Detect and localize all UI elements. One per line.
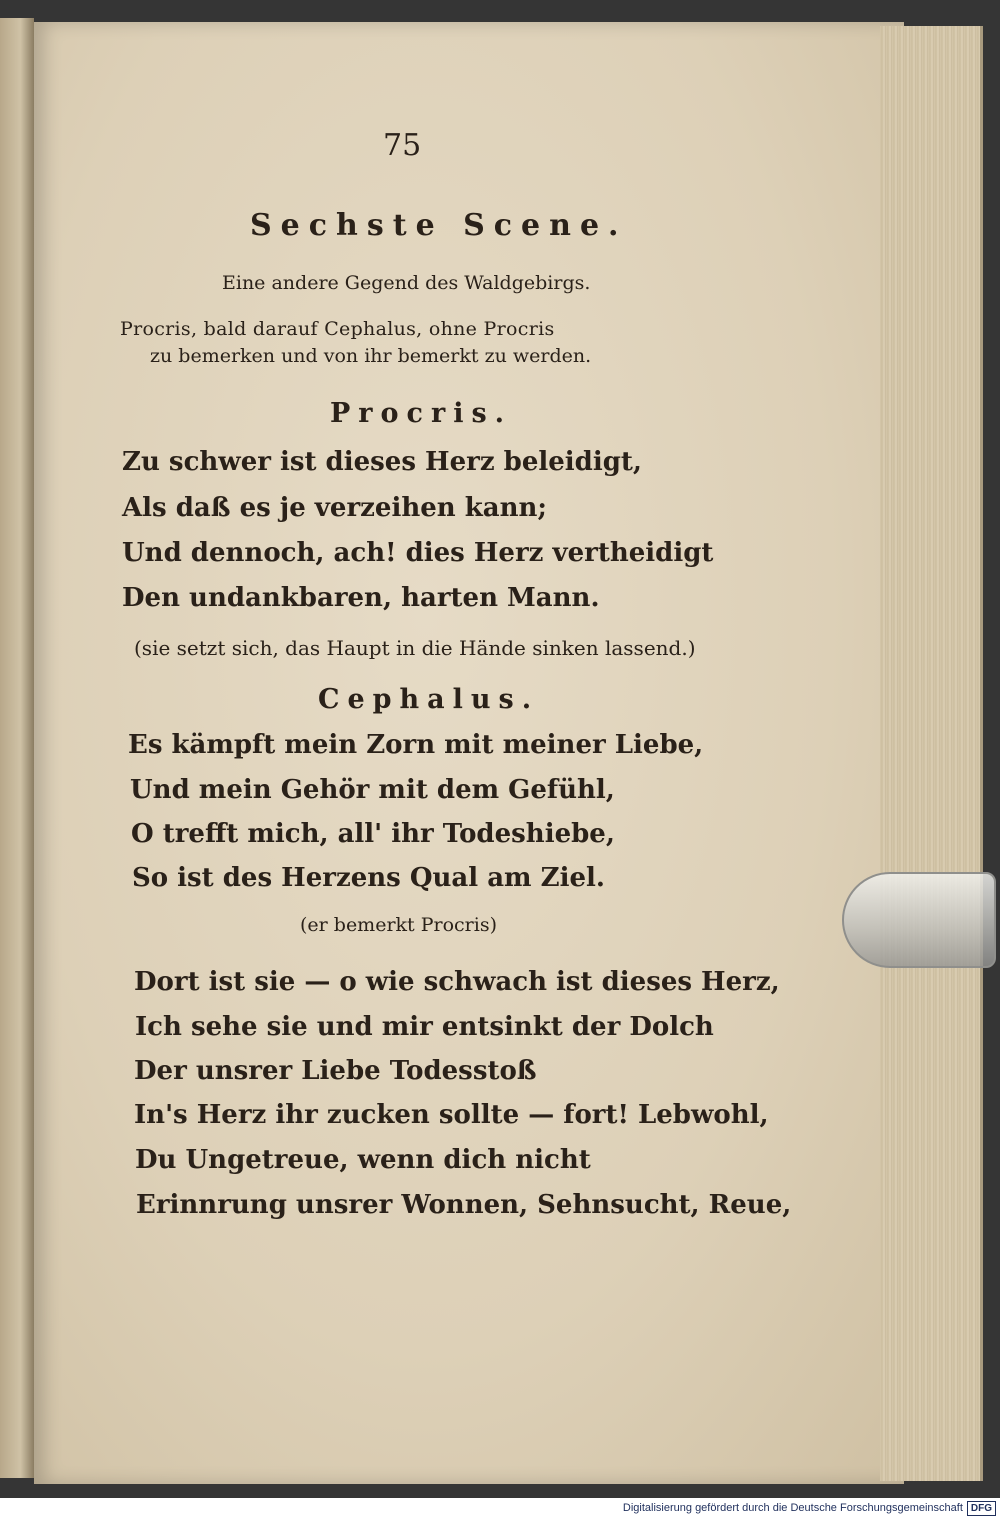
page-number: 75 <box>383 128 422 163</box>
verse-line: Ich sehe sie und mir entsinkt der Dolch <box>135 1012 714 1042</box>
scene-title: Sechste Scene. <box>250 208 628 243</box>
verse-line: Du Ungetreue, wenn dich nicht <box>135 1145 591 1175</box>
verse-line: In's Herz ihr zucken sollte — fort! Lebwohl, <box>134 1100 769 1130</box>
stage-direction: (sie setzt sich, das Haupt in die Hände sinken lassend.) <box>134 636 696 660</box>
verse-line: So ist des Herzens Qual am Ziel. <box>132 863 605 893</box>
verse-line: Es kämpft mein Zorn mit meiner Liebe, <box>128 730 704 760</box>
funding-credit: Digitalisierung gefördert durch die Deutsche Forschungsgemeinschaft <box>622 1502 963 1514</box>
speaker-procris: Procris. <box>330 398 513 429</box>
verse-line: Zu schwer ist dieses Herz beleidigt, <box>122 447 642 477</box>
stage-direction: (er bemerkt Procris) <box>300 914 497 936</box>
entrance-direction-line-1: Procris, bald darauf Cephalus, ohne Procris <box>120 318 555 340</box>
verse-line: Und mein Gehör mit dem Gefühl, <box>130 775 615 805</box>
page-holder-clip <box>842 872 996 968</box>
entrance-direction-line-2: zu bemerken und von ihr bemerkt zu werden. <box>150 345 592 367</box>
verse-line: Erinnrung unsrer Wonnen, Sehnsucht, Reue, <box>136 1190 792 1220</box>
verse-line: Als daß es je verzeihen kann; <box>122 493 548 523</box>
funding-footer <box>0 1498 1000 1518</box>
verse-line: O trefft mich, all' ihr Todeshiebe, <box>131 819 615 849</box>
page-stack-edges <box>880 26 983 1481</box>
previous-page-edge <box>0 18 34 1478</box>
speaker-cephalus: Cephalus. <box>318 684 540 715</box>
dfg-logo: DFG <box>967 1501 996 1516</box>
scene-setting: Eine andere Gegend des Waldgebirgs. <box>222 272 591 294</box>
verse-line: Den undankbaren, harten Mann. <box>122 583 600 613</box>
verse-line: Und dennoch, ach! dies Herz vertheidigt <box>122 538 714 568</box>
verse-line: Der unsrer Liebe Todesstoß <box>134 1056 537 1086</box>
verse-line: Dort ist sie — o wie schwach ist dieses Herz, <box>134 967 780 997</box>
